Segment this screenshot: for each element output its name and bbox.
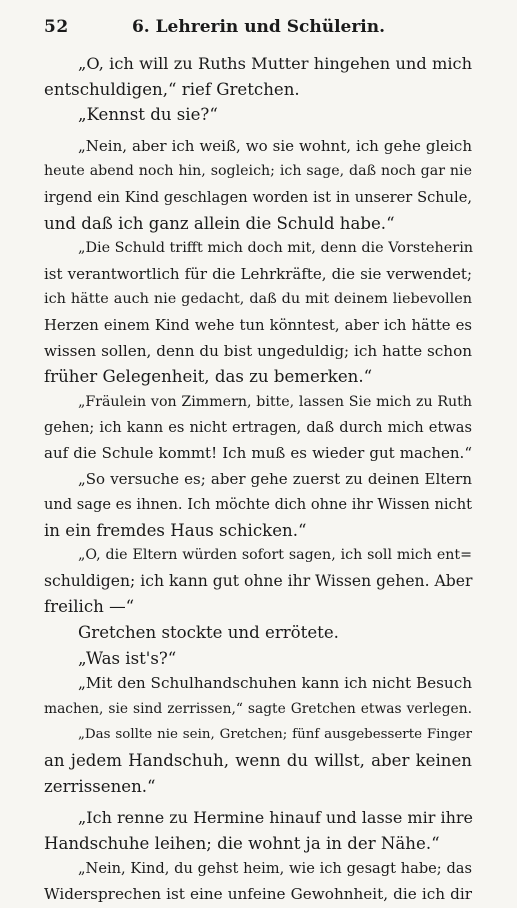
body-text <box>44 51 472 908</box>
text-line: zerrissenen.“ <box>44 776 156 796</box>
text-line: „Ich renne zu Hermine hinauf und lasse mir ihre <box>78 808 473 828</box>
text-line: früher Gelegenheit, das zu bemerken.“ <box>44 367 373 387</box>
text-line: gehen; ich kann es nicht ertragen, daß durch mich etwas <box>44 419 472 437</box>
text-line: „Was ist's?“ <box>78 648 177 668</box>
text-line: irgend ein Kind geschlagen worden ist in unserer Schule, <box>44 188 472 206</box>
text-line: heute abend noch hin, sogleich; ich sage, daß noch gar nie <box>44 163 472 180</box>
running-head: 6. Lehrerin und Schülerin. <box>131 17 386 37</box>
text-line: „Mit den Schulhandschuhen kann ich nicht Besuch <box>78 674 472 693</box>
text-line: Handschuhe leihen; die wohnt ja in der Nähe.“ <box>44 833 440 853</box>
text-line: „Nein, Kind, du gehst heim, wie ich gesagt habe; das <box>78 860 472 878</box>
text-line: „Das sollte nie sein, Gretchen; fünf ausgebesserte Finger <box>78 727 472 743</box>
text-line: entschuldigen,“ rief Gretchen. <box>44 79 300 99</box>
text-line: „So versuche es; aber gehe zuerst zu deinen Eltern <box>78 469 472 488</box>
text-line: „Fräulein von Zimmern, bitte, lassen Sie mich zu Ruth <box>78 393 472 410</box>
text-line: „O, ich will zu Ruths Mutter hingehen und mich <box>78 54 472 73</box>
page-header <box>40 17 477 41</box>
text-line: „Kennst du sie?“ <box>78 105 218 125</box>
text-line: auf die Schule kommt! Ich muß es wieder gut machen.“ <box>44 443 472 462</box>
page-number: 52 <box>44 17 69 37</box>
text-line: ich hätte auch nie gedacht, daß du mit deinem liebevollen <box>44 291 472 308</box>
text-line: und daß ich ganz allein die Schuld habe.“ <box>44 213 395 233</box>
text-line: Widersprechen ist eine unfeine Gewohnheit, die ich dir <box>44 885 472 903</box>
text-line: Herzen einem Kind wehe tun könntest, aber ich hätte es <box>44 316 472 334</box>
text-line: an jedem Handschuh, wenn du willst, aber keinen <box>44 751 472 771</box>
text-line: schuldigen; ich kann gut ohne ihr Wissen gehen. Aber <box>44 571 473 590</box>
text-line: wissen sollen, denn du bist ungeduldig; ich hatte schon <box>44 341 472 360</box>
text-line: freilich —“ <box>44 597 135 617</box>
text-line: in ein fremdes Haus schicken.“ <box>44 520 307 540</box>
text-line: und sage es ihnen. Ich möchte dich ohne ihr Wissen nicht <box>44 496 472 514</box>
text-line: machen, sie sind zerrissen,“ sagte Gretchen etwas verlegen. <box>44 700 472 717</box>
text-line: „Die Schuld trifft mich doch mit, denn die Vorsteherin <box>78 240 474 257</box>
text-line: Gretchen stockte und errötete. <box>78 623 339 643</box>
text-line: „O, die Eltern würden sofort sagen, ich soll mich ent= <box>78 547 472 564</box>
text-line: ist verantwortlich für die Lehrkräfte, die sie verwendet; <box>44 264 472 283</box>
text-line: „Nein, aber ich weiß, wo sie wohnt, ich gehe gleich <box>78 136 472 155</box>
